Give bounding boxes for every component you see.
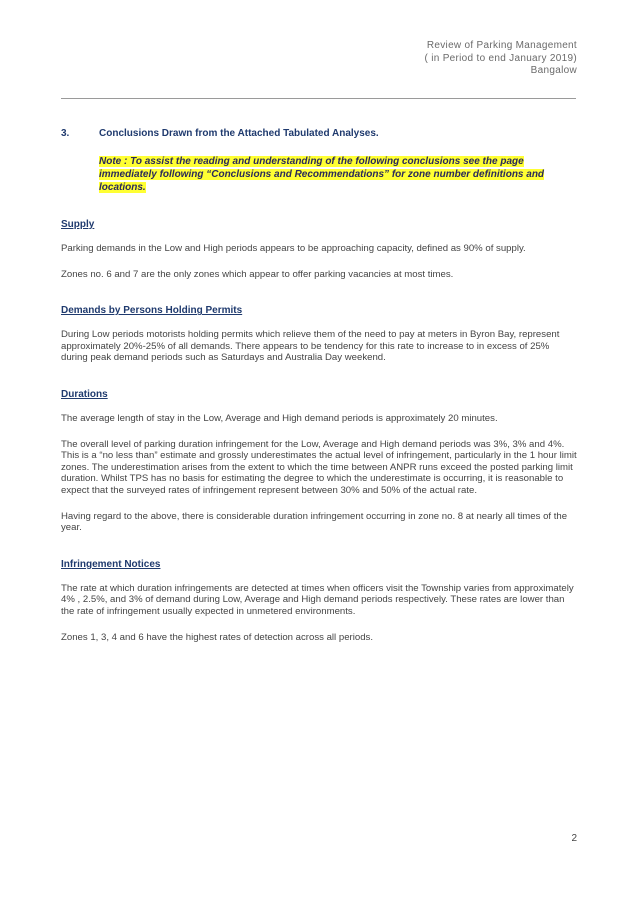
section-heading xyxy=(61,128,577,139)
supply-heading: Supply xyxy=(61,219,95,230)
highlighted-note xyxy=(99,155,577,194)
durations-paragraph-1: The average length of stay in the Low, Average and High demand periods is approximately 20 minutes. xyxy=(61,412,498,424)
permits-heading: Demands by Persons Holding Permits xyxy=(61,305,243,317)
section-number: 3. xyxy=(61,128,70,139)
page-header xyxy=(425,40,577,78)
durations-paragraph-2: The overall level of parking duration infringement for the Low, Average and High demand periods was 3%, 3% and 4%. This is a “no less than” estimate and grossly underestimates the actual level of infringement, particularly in the 1 hour limit zones. The underestimation arises from the extent to which the time between ANPR runs exceed the posted parking limit duration. Whilst TPS has no basis for estimating the degree to which the underestimate is occurring, it is reasonable to expect that the surveyed rates of infringement represent between 30% and 50% of the actual rate. xyxy=(61,438,577,496)
infringement-paragraph-2: Zones 1, 3, 4 and 6 have the highest rates of detection across all periods. xyxy=(61,631,373,643)
header-report-title: Review of Parking Management xyxy=(426,40,577,51)
supply-paragraph-1: Parking demands in the Low and High periods appears to be approaching capacity, defined as 90% of supply. xyxy=(61,243,526,254)
infringement-paragraph-1: The rate at which duration infringements are detected at times when officers visit the Township varies from approximately 4% , 2.5%, and 3% of demand during Low, Average and High demand periods respectively. These rates are lower than the rate of infringement usually expected in unmetered environments. xyxy=(61,582,574,617)
note-text: Note : To assist the reading and understanding of the following conclusions see the page immediately following “Conclusions and Recommendations” for zone number definitions and locations. xyxy=(99,156,545,193)
supply-paragraph-2: Zones no. 6 and 7 are the only zones which appear to offer parking vacancies at most times. xyxy=(61,268,454,280)
durations-paragraph-3: Having regard to the above, there is considerable duration infringement occurring in zone no. 8 at nearly all times of the year. xyxy=(61,510,568,534)
section-title: Conclusions Drawn from the Attached Tabulated Analyses. xyxy=(99,128,379,139)
document-body xyxy=(61,128,577,643)
header-location: Bangalow xyxy=(530,65,577,76)
permits-paragraph-1: During Low periods motorists holding permits which relieve them of the need to pay at meters in Byron Bay, represent approximately 20%-25% of all demands. There appears to be tendency for this rate to increase to in excess of 25% during peak demand periods such as Saturdays and Australia Day weekend. xyxy=(61,329,560,364)
infringement-heading: Infringement Notices xyxy=(61,558,161,570)
header-divider xyxy=(61,98,576,99)
page-number: 2 xyxy=(571,833,577,844)
header-period: ( in Period to end January 2019) xyxy=(424,52,577,64)
durations-heading: Durations xyxy=(61,388,108,400)
